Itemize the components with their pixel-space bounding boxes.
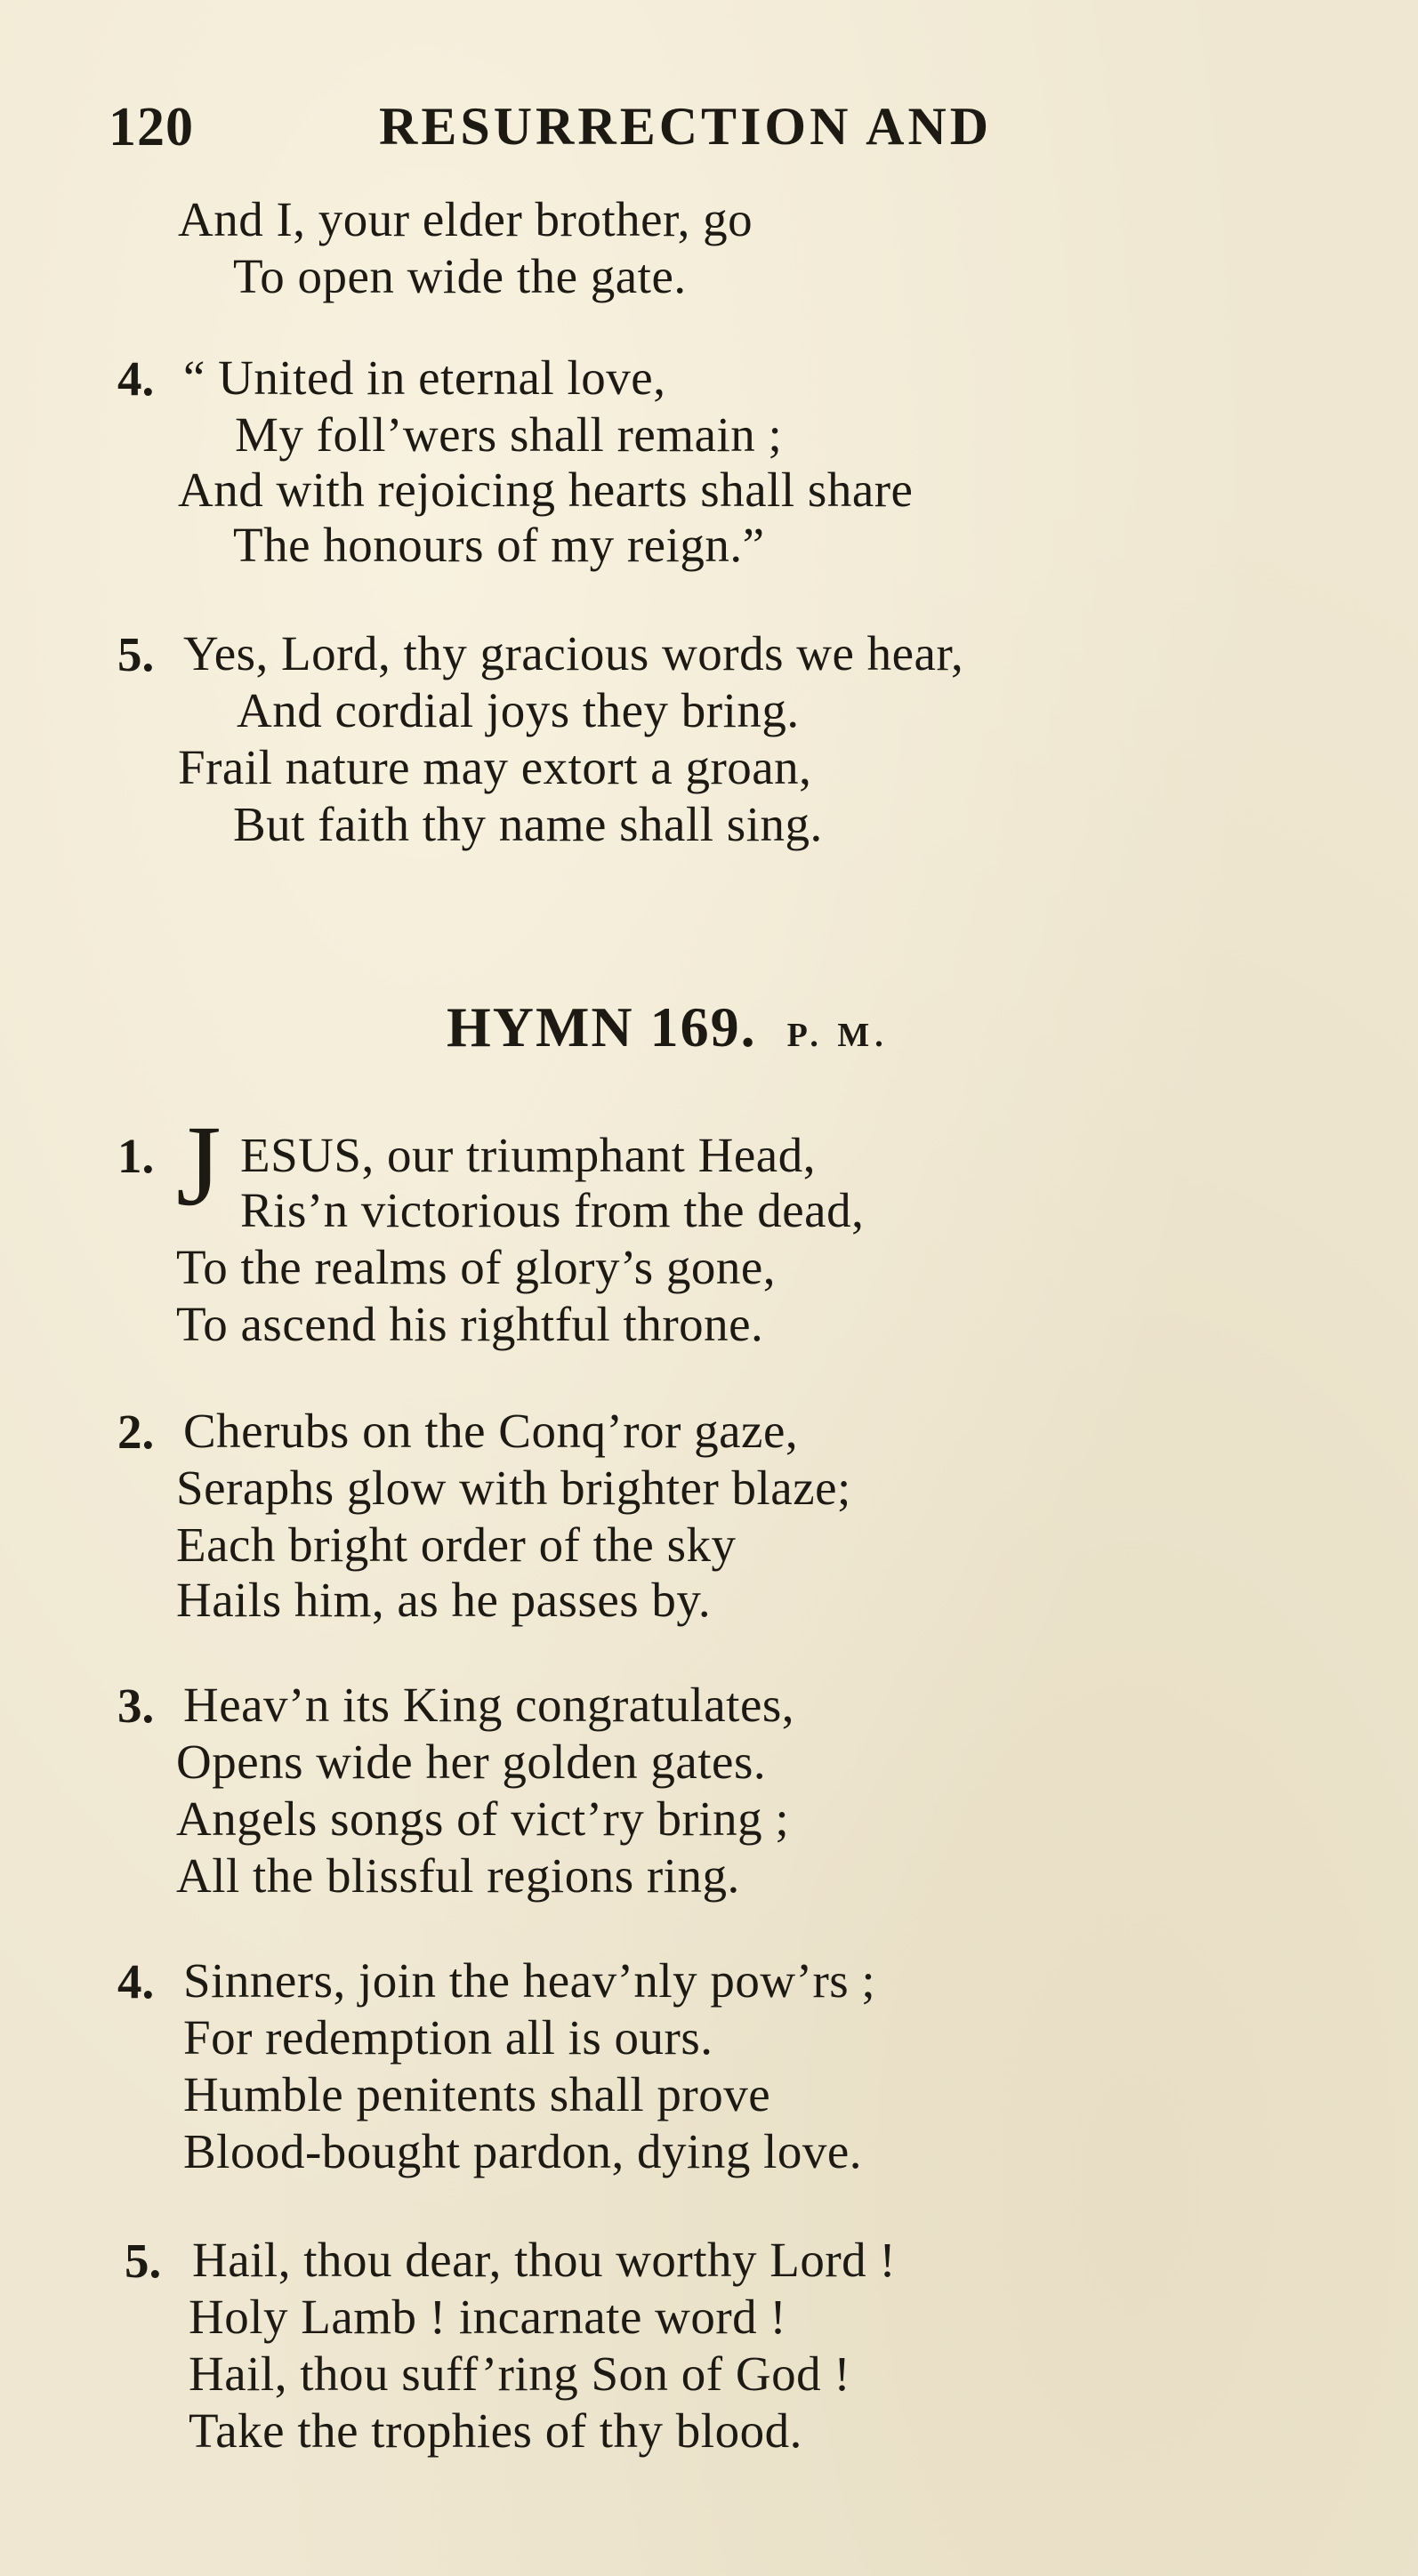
verse-line: Angels songs of vict’ry bring ; <box>176 1791 790 1846</box>
verse-line: “ United in eternal love, <box>183 350 666 405</box>
page-number: 120 <box>109 97 194 157</box>
verse-number: 5. <box>125 2234 162 2288</box>
verse-line: Heav’n its King congratulates, <box>183 1678 795 1732</box>
verse-line: For redemption all is ours. <box>183 2010 713 2065</box>
verse-line: My foll’wers shall remain ; <box>235 407 783 462</box>
hymn-number: HYMN 169. <box>447 995 757 1059</box>
verse-number: 5. <box>117 627 155 681</box>
verse-line: Seraphs glow with brighter blaze; <box>176 1461 851 1515</box>
verse-number: 3. <box>117 1678 155 1733</box>
verse-line: ESUS, our triumphant Head, <box>240 1128 816 1182</box>
verse-number: 4. <box>117 1954 155 2008</box>
verse-line: Cherubs on the Conq’ror gaze, <box>183 1404 799 1458</box>
verse-line: Holy Lamb ! incarnate word ! <box>189 2290 787 2344</box>
verse-line: And with rejoicing hearts shall share <box>178 463 914 517</box>
verse-line: Yes, Lord, thy gracious words we hear, <box>183 626 964 680</box>
verse-line: All the blissful regions ring. <box>176 1848 740 1903</box>
verse-line: Humble penitents shall prove <box>183 2067 771 2121</box>
verse-line: Take the trophies of thy blood. <box>189 2403 802 2458</box>
verse-line: To ascend his rightful throne. <box>176 1297 764 1351</box>
verse-line: Hail, thou suff’ring Son of God ! <box>189 2347 851 2401</box>
continuation-line: And I, your elder brother, go <box>178 192 753 246</box>
verse-number: 1. <box>117 1129 155 1183</box>
verse-line: Hails him, as he passes by. <box>176 1573 712 1627</box>
hymn-title <box>447 994 889 1060</box>
running-head: RESURRECTION AND <box>379 97 993 156</box>
verse-line: Blood-bought pardon, dying love. <box>183 2124 863 2178</box>
continuation-line: To open wide the gate. <box>233 249 687 303</box>
verse-line: Sinners, join the heav’nly pow’rs ; <box>183 1953 876 2008</box>
hymn-meter: P. M. <box>786 1017 889 1054</box>
verse-line: And cordial joys they bring. <box>237 683 800 737</box>
verse-line: The honours of my reign.” <box>233 518 765 572</box>
verse-line: Opens wide her golden gates. <box>176 1735 767 1789</box>
verse-line: Ris’n victorious from the dead, <box>240 1183 865 1237</box>
verse-number: 2. <box>117 1405 155 1459</box>
verse-number: 4. <box>117 351 155 406</box>
verse-line: But faith thy name shall sing. <box>233 797 823 851</box>
drop-cap: J <box>176 1102 222 1230</box>
verse-line: Frail nature may extort a groan, <box>178 740 812 794</box>
page-header <box>109 96 1069 167</box>
verse-line: Hail, thou dear, thou worthy Lord ! <box>192 2233 897 2287</box>
verse-line: To the realms of glory’s gone, <box>176 1240 777 1294</box>
verse-line: Each bright order of the sky <box>176 1517 737 1572</box>
